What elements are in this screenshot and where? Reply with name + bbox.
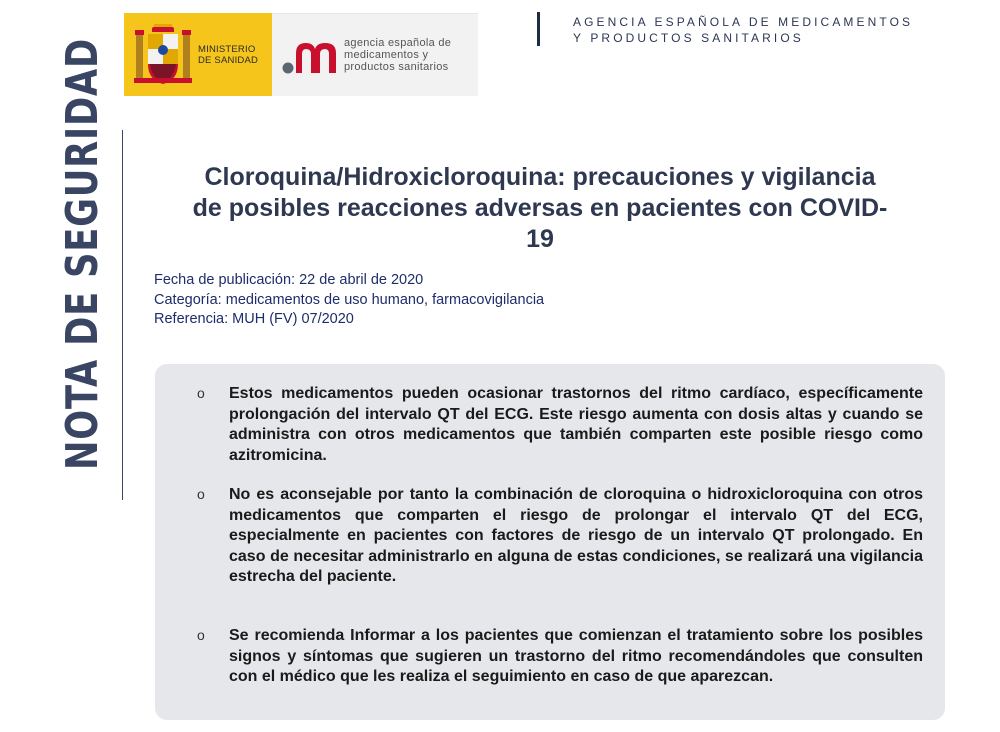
ministry-name: [198, 44, 258, 66]
ministry-line2: DE SANIDAD: [198, 54, 259, 66]
side-label: NOTA DE SEGURIDAD: [57, 37, 108, 470]
aemps-m-icon: [280, 35, 340, 75]
list-item-text: No es aconsejable por tanto la combinación de cloroquina o hidroxicloroquina con otros medicamentos que comparten el riesgo de prolongar el intervalo QT del ECG, especialmente en pacientes con factores de riesgo de un intervalo QT prolongado. En caso de necesitar administrarlo en alguna de estas condiciones, se realizará una vigilancia estrecha del paciente.: [229, 486, 923, 585]
list-item-text: Se recomienda Informar a los pacientes que comienzan el tratamiento sobre los posibles signos y síntomas que sugieren un trastorno del ritmo recomendándoles que consulten con el médico que les realiza el seguimiento en caso de que aparezcan.: [229, 627, 923, 685]
agency-divider: [537, 12, 540, 46]
aemps-line1: agencia española de: [344, 37, 452, 49]
aemps-line2: medicamentos y: [344, 49, 429, 61]
meta-categoria: Categoría: medicamentos de uso humano, farmacovigilancia: [154, 291, 545, 308]
list-item-text: Estos medicamentos pueden ocasionar trastornos del ritmo cardíaco, específicamente prolongación del intervalo QT del ECG. Este riesgo aumenta con dosis altas y cuando se administra con otros medicamentos que también comparten este posible riesgo como azitromicina.: [229, 385, 923, 464]
aemps-logo: [272, 13, 478, 96]
aemps-name: [344, 37, 451, 73]
meta-referencia: Referencia: MUH (FV) 07/2020: [154, 311, 354, 327]
bullet-icon: o: [197, 385, 205, 401]
aemps-line3: productos sanitarios: [344, 61, 449, 73]
list-item: [197, 485, 923, 588]
ministry-line1: MINISTERIO: [198, 43, 256, 55]
meta-fecha: Fecha de publicación: 22 de abril de 2020: [154, 272, 424, 288]
bullet-icon: o: [197, 627, 205, 643]
publication-meta: [154, 271, 544, 330]
list-item: [197, 626, 923, 688]
agency-title: [573, 14, 913, 46]
safety-note-box: [155, 364, 945, 720]
list-item: [197, 384, 923, 466]
agency-line2: Y PRODUCTOS SANITARIOS: [573, 31, 804, 45]
page-title: Cloroquina/Hidroxicloroquina: precauciones y vigilancia de posibles reacciones adversas en pacientes con COVID-19: [192, 163, 888, 253]
side-divider: [122, 130, 123, 500]
header-logo-block: [124, 13, 478, 96]
ministry-logo: [124, 13, 272, 96]
agency-line1: AGENCIA ESPAÑOLA DE MEDICAMENTOS: [573, 15, 914, 29]
coat-of-arms-icon: [134, 20, 192, 90]
bullet-icon: o: [197, 486, 205, 502]
